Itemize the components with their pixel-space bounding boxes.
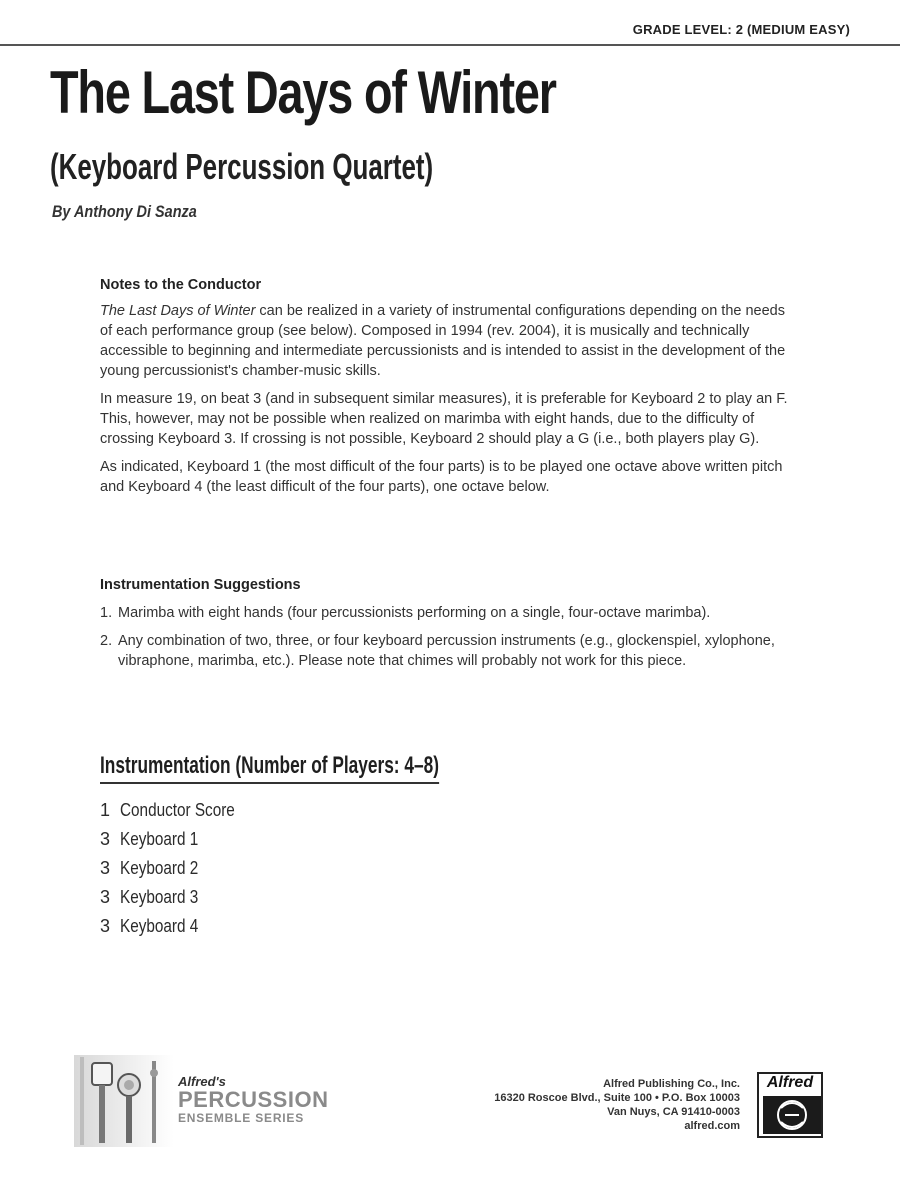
- part-name: Keyboard 3: [120, 887, 199, 907]
- suggestions-heading: Instrumentation Suggestions: [100, 577, 301, 593]
- notes-paragraph-1: [100, 301, 800, 381]
- part-name: Keyboard 2: [120, 858, 199, 878]
- suggestion-number: 1.: [100, 605, 113, 621]
- part-quantity: 1: [100, 800, 111, 820]
- header-rule: [0, 44, 900, 46]
- subtitle: (Keyboard Percussion Quartet): [50, 146, 434, 187]
- part-name: Conductor Score: [120, 800, 235, 820]
- part-name: Keyboard 1: [120, 829, 199, 849]
- suggestion-text: Any combination of two, three, or four keyboard percussion instruments (e.g., glockenspiel, xylophone, vibraphone, marimba, etc.). Please note that chimes will probably not work for this piece.: [118, 633, 775, 669]
- publisher-website: alfred.com: [684, 1120, 740, 1132]
- publisher-address: [494, 1077, 740, 1133]
- alfred-logo-text: Alfred: [766, 1074, 814, 1091]
- part-quantity: 3: [100, 887, 111, 907]
- alfred-logo: [757, 1072, 823, 1138]
- part-row: [100, 798, 255, 827]
- notes-paragraph-1-text: can be realized in a variety of instrumental configurations depending on the needs of each performance group (see below). Composed in 1994 (rev. 2004), it is musically and technically accessible to beginning and intermediate percussionists and is intended to assist in the development of the young percussionist's chamber-music skills.: [100, 303, 786, 379]
- parts-list: [100, 798, 255, 943]
- part-row: [100, 827, 255, 856]
- byline: By Anthony Di Sanza: [52, 202, 197, 221]
- part-row: [100, 856, 255, 885]
- piece-title-italic: The Last Days of Winter: [100, 303, 256, 319]
- publisher-line: Van Nuys, CA 91410-0003: [607, 1106, 740, 1118]
- series-logo-text: [178, 1074, 328, 1125]
- part-quantity: 3: [100, 858, 111, 878]
- suggestion-item: [100, 631, 800, 671]
- instrumentation-suggestions: [100, 575, 800, 679]
- part-row: [100, 914, 255, 943]
- series-logo-line-3: ENSEMBLE SERIES: [178, 1111, 305, 1125]
- notes-heading: Notes to the Conductor: [100, 277, 262, 293]
- page-title: The Last Days of Winter: [50, 59, 556, 126]
- part-quantity: 3: [100, 829, 111, 849]
- grade-level: GRADE LEVEL: 2 (MEDIUM EASY): [632, 22, 850, 37]
- part-row: [100, 885, 255, 914]
- notes-paragraph-3: As indicated, Keyboard 1 (the most difficult of the four parts) is to be played one octave above written pitch and Keyboard 4 (the least difficult of the four parts), one octave below.: [100, 459, 783, 495]
- part-name: Keyboard 4: [120, 916, 199, 936]
- notes-section: [100, 275, 800, 505]
- publisher-line: 16320 Roscoe Blvd., Suite 100 • P.O. Box 10003: [494, 1092, 740, 1104]
- suggestions-list: [100, 603, 800, 671]
- publisher-line: Alfred Publishing Co., Inc.: [603, 1078, 740, 1090]
- notes-paragraph-2: In measure 19, on beat 3 (and in subsequent similar measures), it is preferable for Keyboard 2 to play an F. This, however, may not be possible when realized on marimba with eight hands, due to the difficulty of crossing Keyboard 3. If crossing is not possible, Keyboard 2 should play a G (i.e., both players play G).: [100, 391, 788, 447]
- part-quantity: 3: [100, 916, 111, 936]
- suggestion-text: Marimba with eight hands (four percussionists performing on a single, four-octave marimba).: [118, 605, 711, 621]
- instrumentation-heading: Instrumentation (Number of Players: 4–8): [100, 752, 439, 784]
- alfred-emblem-icon: [763, 1096, 821, 1134]
- series-logo-line-2: PERCUSSION: [178, 1087, 329, 1112]
- suggestion-item: [100, 603, 800, 623]
- suggestion-number: 2.: [100, 633, 113, 649]
- series-logo-line-1: Alfred's: [178, 1074, 226, 1089]
